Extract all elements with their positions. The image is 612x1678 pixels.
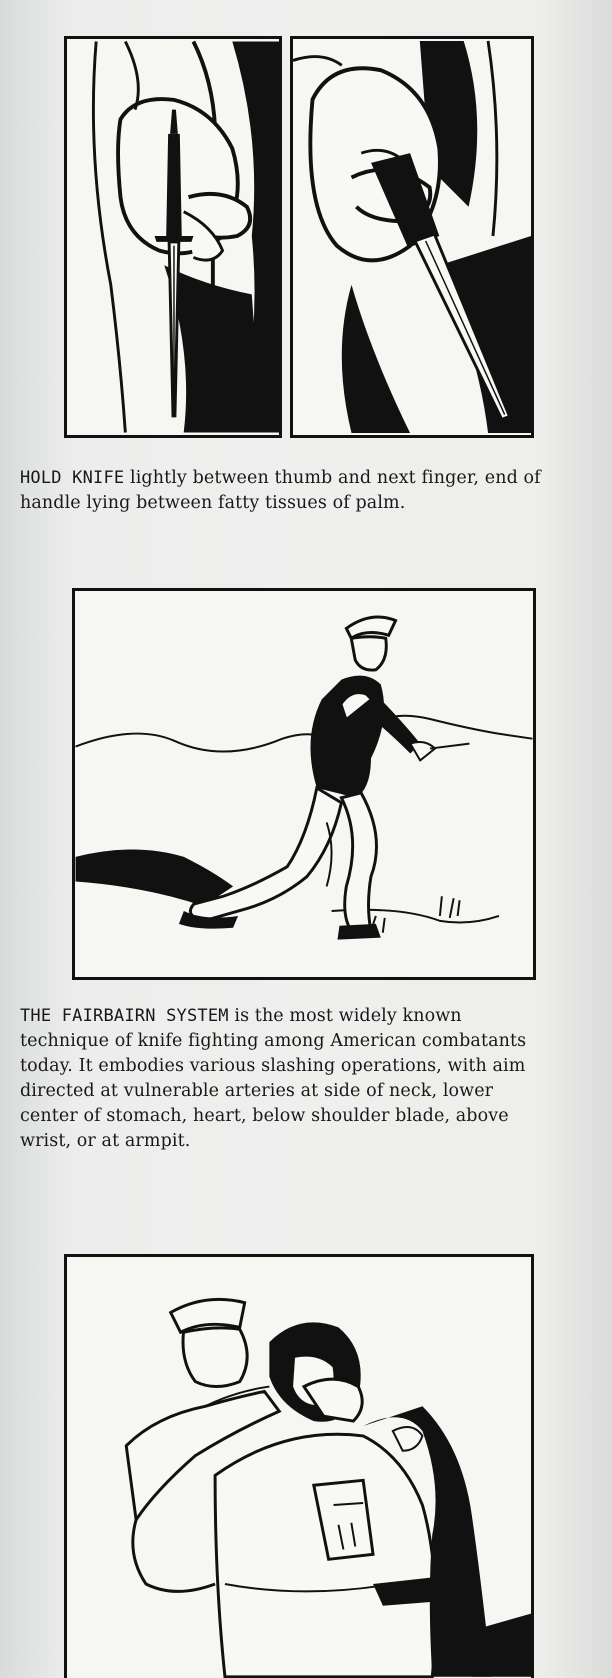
fairbairn-caption: [20, 1004, 545, 1154]
knife-grip-angled-drawing: [293, 39, 531, 435]
knife-grip-caption-lead: HOLD KNIFE: [20, 468, 125, 488]
fairbairn-caption-lead: THE FAIRBAIRN SYSTEM: [20, 1006, 229, 1026]
illustration-attack-from-behind: [64, 1254, 534, 1678]
illustration-knife-grip-front: [64, 36, 282, 438]
knife-grip-caption: [20, 466, 545, 516]
illustration-soldier-advancing: [72, 588, 536, 980]
fairbairn-caption-body: is the most widely known technique of knife fighting among American combatants today. It embodies various slashing operations, with aim directed at vulnerable arteries at side of neck, lower center of stomach, heart, below shoulder blade, above wrist, or at armpit.: [20, 1006, 527, 1151]
knife-grip-caption-body: lightly between thumb and next finger, end of handle lying between fatty tissues of palm.: [20, 468, 541, 513]
attack-from-behind-drawing: [67, 1257, 531, 1678]
illustration-knife-grip-angled: [290, 36, 534, 438]
soldier-advancing-drawing: [75, 591, 533, 977]
knife-grip-front-drawing: [67, 39, 279, 435]
